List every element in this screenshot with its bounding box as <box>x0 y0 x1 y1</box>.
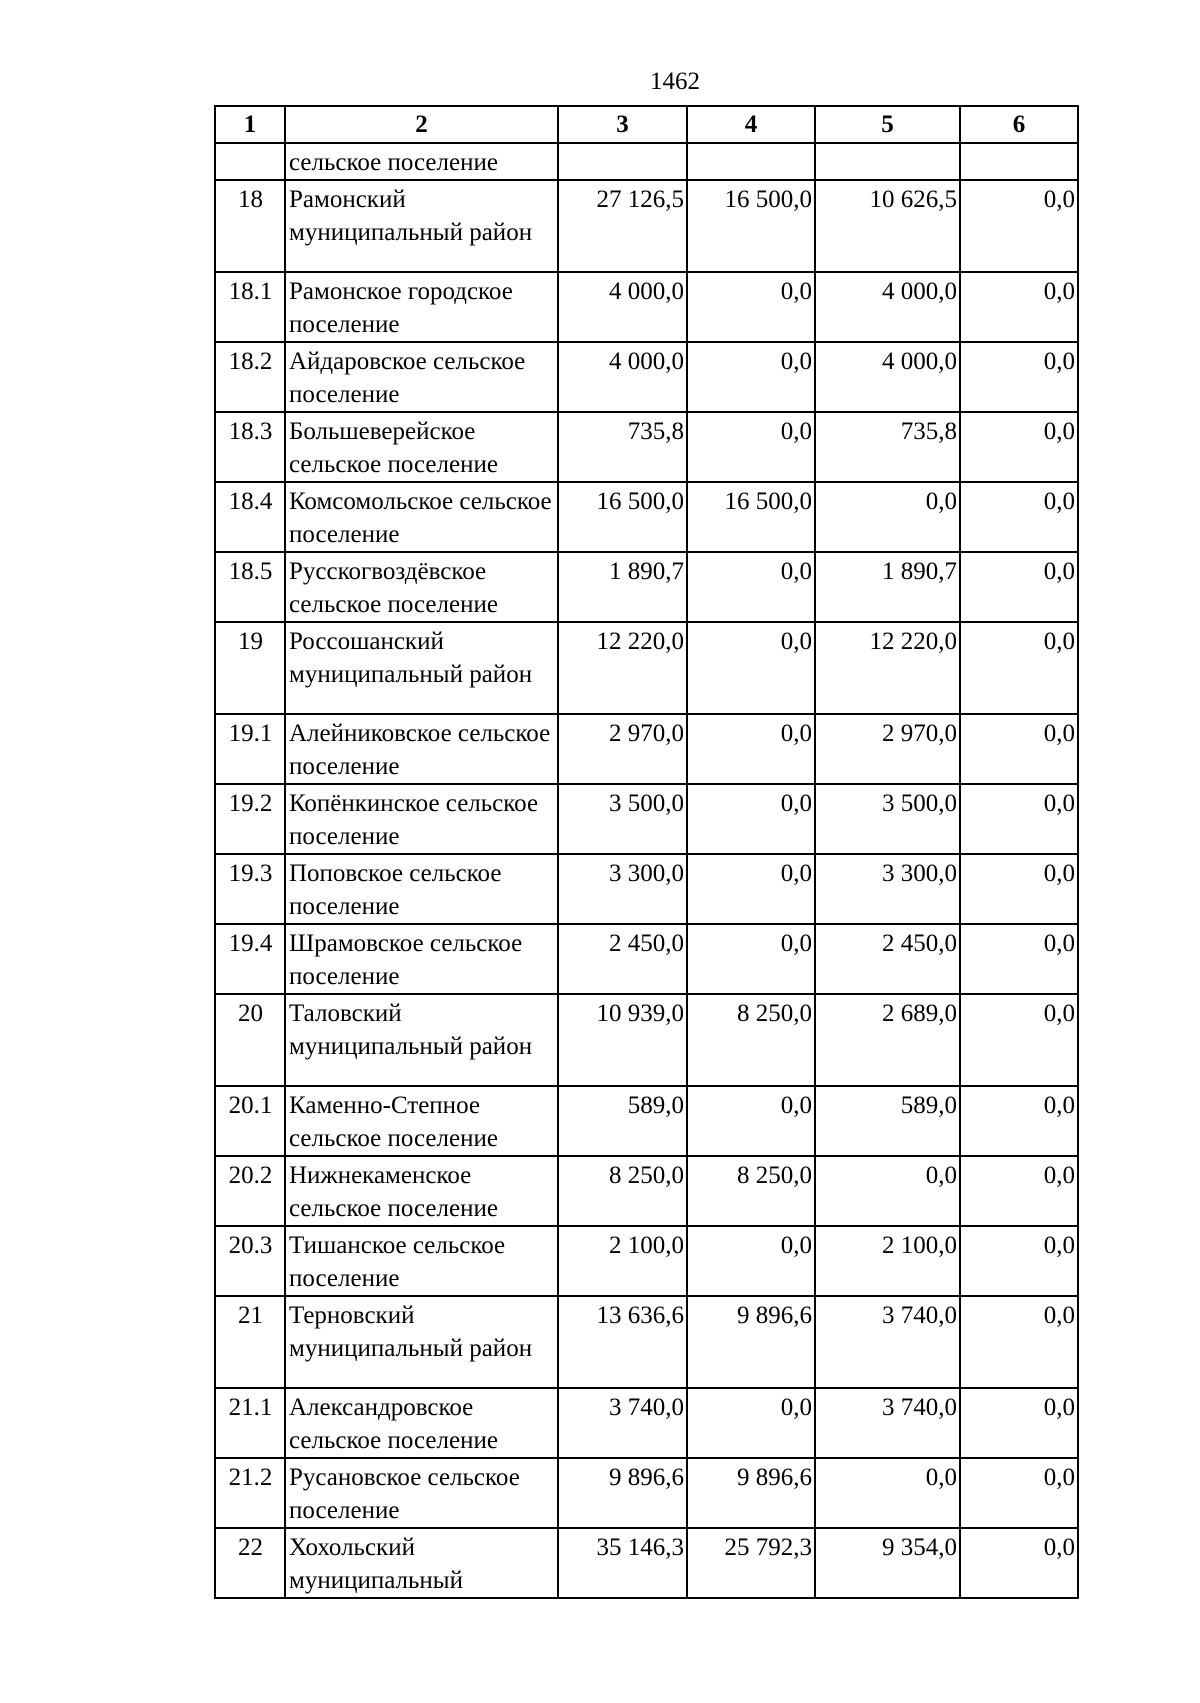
value-col-6-cell: 0,0 <box>960 180 1078 272</box>
value-col-6-cell: 0,0 <box>960 854 1078 924</box>
value-col-4-cell: 0,0 <box>687 412 815 482</box>
value-col-6-cell: 0,0 <box>960 924 1078 994</box>
territory-name-cell: Поповское сельское поселение <box>285 854 558 924</box>
value-col-5-cell: 3 740,0 <box>815 1296 960 1388</box>
value-col-4-cell: 0,0 <box>687 622 815 714</box>
territory-name-cell: Копёнкинское сельское поселение <box>285 784 558 854</box>
value-col-5-cell: 589,0 <box>815 1086 960 1156</box>
value-col-3-cell: 35 146,3 <box>558 1528 687 1598</box>
value-col-6-cell: 0,0 <box>960 622 1078 714</box>
table-row <box>215 180 1078 272</box>
value-col-4-cell: 9 896,6 <box>687 1458 815 1528</box>
territory-name-cell: Хохольский муниципальный <box>285 1528 558 1598</box>
value-col-3-cell: 2 450,0 <box>558 924 687 994</box>
value-col-5-cell: 10 626,5 <box>815 180 960 272</box>
value-col-6-cell: 0,0 <box>960 784 1078 854</box>
value-col-5-cell: 3 300,0 <box>815 854 960 924</box>
territory-name-cell: Русановское сельское поселение <box>285 1458 558 1528</box>
value-col-6-cell: 0,0 <box>960 1388 1078 1458</box>
value-col-4-cell: 8 250,0 <box>687 994 815 1086</box>
table-row <box>215 622 1078 714</box>
value-col-4-cell: 0,0 <box>687 924 815 994</box>
value-col-3-cell <box>558 143 687 180</box>
value-col-4-cell: 16 500,0 <box>687 482 815 552</box>
column-header-2: 2 <box>285 106 558 143</box>
value-col-5-cell: 4 000,0 <box>815 272 960 342</box>
value-col-5-cell: 1 890,7 <box>815 552 960 622</box>
row-number-cell: 18.4 <box>215 482 285 552</box>
value-col-4-cell: 0,0 <box>687 552 815 622</box>
territory-name-cell: Шрамовское сельское поселение <box>285 924 558 994</box>
value-col-5-cell: 0,0 <box>815 1156 960 1226</box>
row-number-cell: 19.2 <box>215 784 285 854</box>
row-number-cell: 18.3 <box>215 412 285 482</box>
value-col-4-cell: 0,0 <box>687 854 815 924</box>
row-number-cell: 18.1 <box>215 272 285 342</box>
row-number-cell: 20.1 <box>215 1086 285 1156</box>
value-col-3-cell: 4 000,0 <box>558 342 687 412</box>
header-row <box>215 106 1078 143</box>
value-col-6-cell: 0,0 <box>960 1296 1078 1388</box>
territory-name-cell: Русскогвоздёвское сельское поселение <box>285 552 558 622</box>
value-col-4-cell: 8 250,0 <box>687 1156 815 1226</box>
column-header-5: 5 <box>815 106 960 143</box>
value-col-3-cell: 3 740,0 <box>558 1388 687 1458</box>
row-number-cell: 21.1 <box>215 1388 285 1458</box>
value-col-5-cell: 2 100,0 <box>815 1226 960 1296</box>
territory-name-cell: Александровское сельское поселение <box>285 1388 558 1458</box>
value-col-3-cell: 589,0 <box>558 1086 687 1156</box>
value-col-5-cell: 2 689,0 <box>815 994 960 1086</box>
table-header <box>215 106 1078 143</box>
territory-name-cell: Большеверейское сельское поселение <box>285 412 558 482</box>
value-col-5-cell: 9 354,0 <box>815 1528 960 1598</box>
row-number-cell: 19 <box>215 622 285 714</box>
row-number-cell: 18 <box>215 180 285 272</box>
value-col-3-cell: 735,8 <box>558 412 687 482</box>
value-col-4-cell: 16 500,0 <box>687 180 815 272</box>
value-col-3-cell: 4 000,0 <box>558 272 687 342</box>
value-col-3-cell: 2 100,0 <box>558 1226 687 1296</box>
row-number-cell: 21.2 <box>215 1458 285 1528</box>
value-col-5-cell <box>815 143 960 180</box>
territory-name-cell: Россошанский муниципальный район <box>285 622 558 714</box>
value-col-4-cell: 0,0 <box>687 714 815 784</box>
value-col-4-cell: 0,0 <box>687 1388 815 1458</box>
table-row <box>215 1458 1078 1528</box>
territory-name-cell: Терновский муниципальный район <box>285 1296 558 1388</box>
value-col-5-cell: 3 500,0 <box>815 784 960 854</box>
table-row <box>215 784 1078 854</box>
table-row <box>215 272 1078 342</box>
value-col-3-cell: 12 220,0 <box>558 622 687 714</box>
table-row <box>215 1388 1078 1458</box>
value-col-4-cell: 25 792,3 <box>687 1528 815 1598</box>
row-number-cell <box>215 143 285 180</box>
value-col-5-cell: 12 220,0 <box>815 622 960 714</box>
territory-name-cell: сельское поселение <box>285 143 558 180</box>
table-body <box>215 143 1078 1598</box>
column-header-1: 1 <box>215 106 285 143</box>
table-row <box>215 924 1078 994</box>
value-col-6-cell: 0,0 <box>960 1226 1078 1296</box>
table-row <box>215 854 1078 924</box>
value-col-3-cell: 13 636,6 <box>558 1296 687 1388</box>
value-col-6-cell: 0,0 <box>960 272 1078 342</box>
row-number-cell: 20.3 <box>215 1226 285 1296</box>
value-col-6-cell: 0,0 <box>960 552 1078 622</box>
value-col-6-cell: 0,0 <box>960 714 1078 784</box>
row-number-cell: 19.3 <box>215 854 285 924</box>
value-col-3-cell: 9 896,6 <box>558 1458 687 1528</box>
table-row <box>215 1226 1078 1296</box>
value-col-3-cell: 10 939,0 <box>558 994 687 1086</box>
table-row <box>215 1528 1078 1598</box>
territory-name-cell: Алейниковское сельское поселение <box>285 714 558 784</box>
row-number-cell: 22 <box>215 1528 285 1598</box>
column-header-3: 3 <box>558 106 687 143</box>
value-col-3-cell: 2 970,0 <box>558 714 687 784</box>
value-col-5-cell: 4 000,0 <box>815 342 960 412</box>
value-col-3-cell: 27 126,5 <box>558 180 687 272</box>
row-number-cell: 18.2 <box>215 342 285 412</box>
row-number-cell: 18.5 <box>215 552 285 622</box>
table-row <box>215 412 1078 482</box>
territory-name-cell: Айдаровское сельское поселение <box>285 342 558 412</box>
territory-name-cell: Тишанское сельское поселение <box>285 1226 558 1296</box>
territory-name-cell: Рамонский муниципальный район <box>285 180 558 272</box>
table-row <box>215 143 1078 180</box>
page-number: 1462 <box>650 68 700 95</box>
data-table <box>214 105 1079 1599</box>
value-col-6-cell: 0,0 <box>960 1528 1078 1598</box>
row-number-cell: 21 <box>215 1296 285 1388</box>
value-col-5-cell: 0,0 <box>815 482 960 552</box>
value-col-4-cell: 0,0 <box>687 784 815 854</box>
value-col-5-cell: 2 450,0 <box>815 924 960 994</box>
territory-name-cell: Каменно-Степное сельское поселение <box>285 1086 558 1156</box>
value-col-4-cell <box>687 143 815 180</box>
table-row <box>215 714 1078 784</box>
value-col-6-cell: 0,0 <box>960 1086 1078 1156</box>
territory-name-cell: Рамонское городское поселение <box>285 272 558 342</box>
table-row <box>215 1296 1078 1388</box>
table-row <box>215 1156 1078 1226</box>
value-col-5-cell: 3 740,0 <box>815 1388 960 1458</box>
row-number-cell: 19.4 <box>215 924 285 994</box>
row-number-cell: 19.1 <box>215 714 285 784</box>
value-col-4-cell: 9 896,6 <box>687 1296 815 1388</box>
value-col-5-cell: 0,0 <box>815 1458 960 1528</box>
row-number-cell: 20.2 <box>215 1156 285 1226</box>
territory-name-cell: Таловский муниципальный район <box>285 994 558 1086</box>
value-col-6-cell: 0,0 <box>960 1156 1078 1226</box>
column-header-4: 4 <box>687 106 815 143</box>
value-col-5-cell: 735,8 <box>815 412 960 482</box>
territory-name-cell: Нижнекаменское сельское поселение <box>285 1156 558 1226</box>
row-number-cell: 20 <box>215 994 285 1086</box>
value-col-5-cell: 2 970,0 <box>815 714 960 784</box>
value-col-3-cell: 1 890,7 <box>558 552 687 622</box>
value-col-3-cell: 3 500,0 <box>558 784 687 854</box>
table-row <box>215 552 1078 622</box>
territory-name-cell: Комсомольское сельское поселение <box>285 482 558 552</box>
column-header-6: 6 <box>960 106 1078 143</box>
value-col-6-cell <box>960 143 1078 180</box>
value-col-6-cell: 0,0 <box>960 1458 1078 1528</box>
value-col-3-cell: 16 500,0 <box>558 482 687 552</box>
value-col-6-cell: 0,0 <box>960 482 1078 552</box>
value-col-4-cell: 0,0 <box>687 272 815 342</box>
value-col-3-cell: 8 250,0 <box>558 1156 687 1226</box>
value-col-6-cell: 0,0 <box>960 994 1078 1086</box>
value-col-4-cell: 0,0 <box>687 1226 815 1296</box>
value-col-6-cell: 0,0 <box>960 342 1078 412</box>
table-row <box>215 482 1078 552</box>
table-row <box>215 342 1078 412</box>
table-row <box>215 994 1078 1086</box>
value-col-4-cell: 0,0 <box>687 342 815 412</box>
value-col-4-cell: 0,0 <box>687 1086 815 1156</box>
table-row <box>215 1086 1078 1156</box>
value-col-3-cell: 3 300,0 <box>558 854 687 924</box>
value-col-6-cell: 0,0 <box>960 412 1078 482</box>
